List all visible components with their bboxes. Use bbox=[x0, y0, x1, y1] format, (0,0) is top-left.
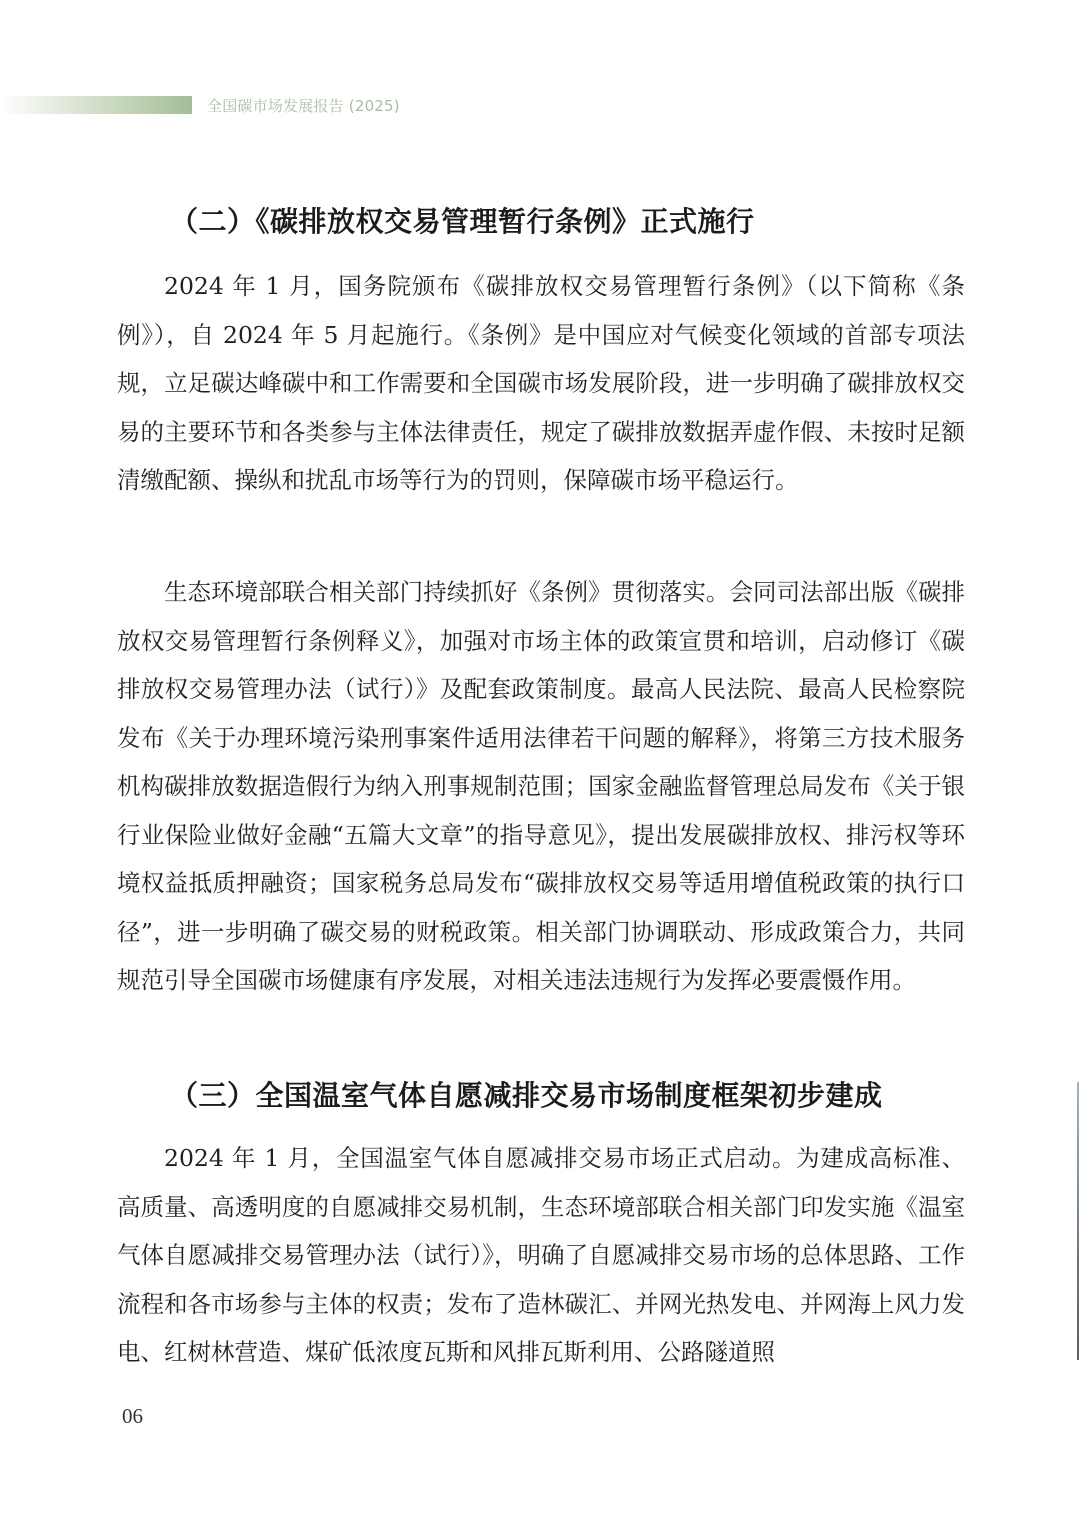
section-heading-3: （三）全国温室气体自愿减排交易市场制度框架初步建成 bbox=[170, 1079, 883, 1112]
report-title: 全国碳市场发展报告 (2025) bbox=[207, 96, 400, 115]
running-header bbox=[0, 94, 400, 116]
paragraph: 生态环境部联合相关部门持续抓好《条例》贯彻落实。会同司法部出版《碳排放权交易管理暂行条例释义》，加强对市场主体的政策宣贯和培训，启动修订《碳排放权交易管理办法（试行）》及配套政策制度。最高人民法院、最高人民检察院发布《关于办理环境污染刑事案件适用法律若干问题的解释》，将第三方技术服务机构碳排放数据造假行为纳入刑事规制范围；国家金融监督管理总局发布《关于银行业保险业做好金融“五篇大文章”的指导意见》，提出发展碳排放权、排污权等环境权益抵质押融资；国家税务总局发布“碳排放权交易等适用增值税政策的执行口径”，进一步明确了碳交易的财税政策。相关部门协调联动、形成政策合力，共同规范引导全国碳市场健康有序发展，对相关违法违规行为发挥必要震慑作用。 bbox=[117, 578, 965, 994]
page-edge-line bbox=[1077, 1082, 1079, 1360]
paragraph: 2024 年 1 月，国务院颁布《碳排放权交易管理暂行条例》（以下简称《条例》），自 2024 年 5 月起施行。《条例》是中国应对气候变化领域的首部专项法规，立足碳达峰碳中和工作需要和全国碳市场发展阶段，进一步明确了碳排放权交易的主要环节和各类参与主体法律责任，规定了碳排放数据弄虚作假、未按时足额清缴配额、操纵和扰乱市场等行为的罚则，保障碳市场平稳运行。 bbox=[117, 272, 965, 494]
paragraph: 2024 年 1 月，全国温室气体自愿减排交易市场正式启动。为建成高标准、高质量、高透明度的自愿减排交易机制，生态环境部联合相关部门印发实施《温室气体自愿减排交易管理办法（试行）》，明确了自愿减排交易市场的总体思路、工作流程和各市场参与主体的权责；发布了造林碳汇、并网光热发电、并网海上风力发电、红树林营造、煤矿低浓度瓦斯和风排瓦斯利用、公路隧道照 bbox=[117, 1144, 965, 1366]
section-heading-2: （二）《碳排放权交易管理暂行条例》正式施行 bbox=[170, 205, 755, 238]
page-number: 06 bbox=[122, 1404, 143, 1428]
header-accent-bar bbox=[0, 96, 192, 114]
